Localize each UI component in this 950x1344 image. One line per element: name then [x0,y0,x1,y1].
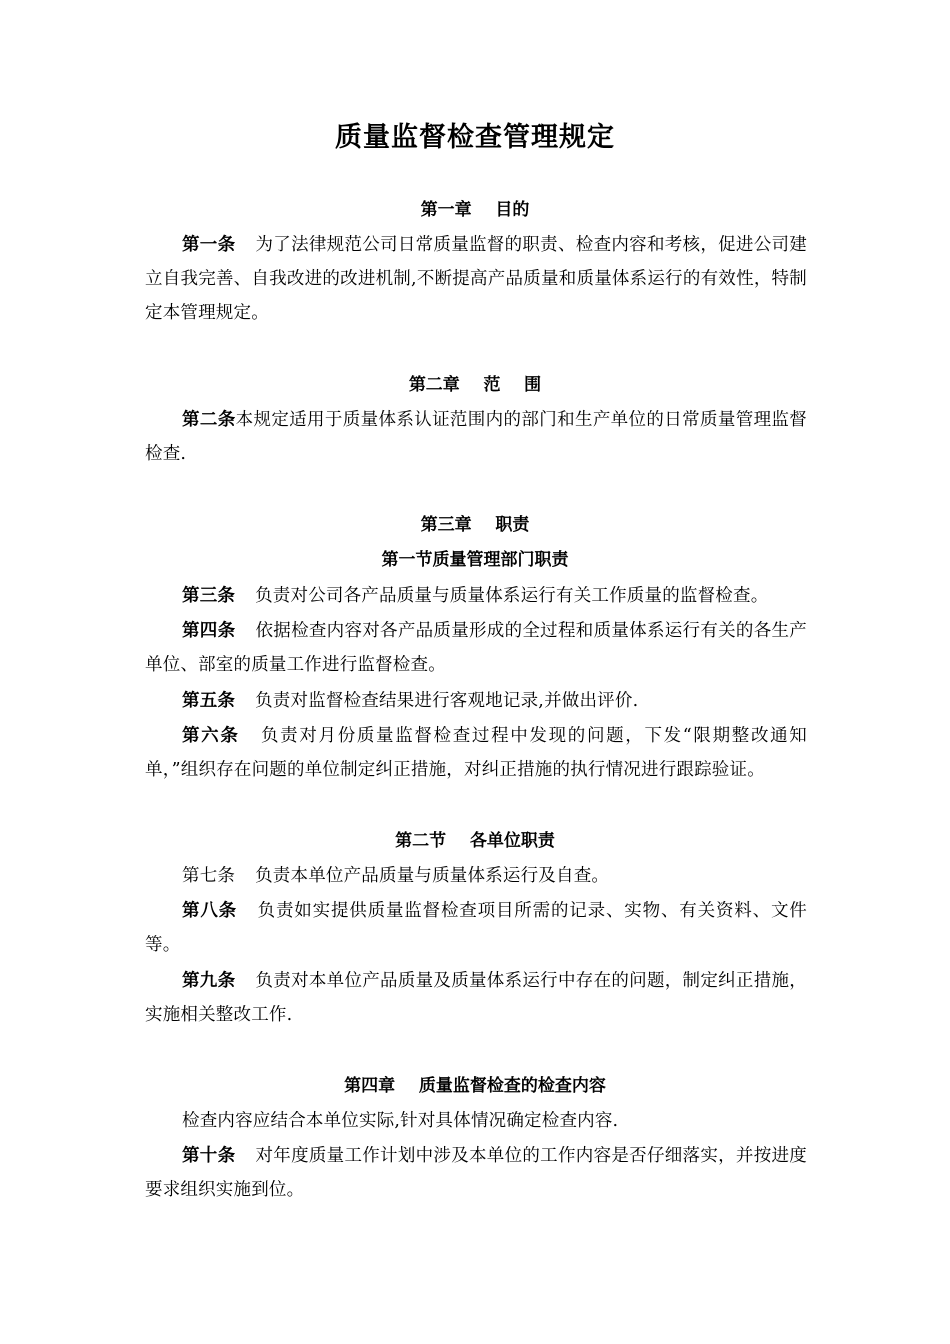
article-4 [145,614,807,682]
article-3-text: 负责对公司各产品质量与质量体系运行有关工作质量的监督检查。 [255,586,769,606]
article-7-label: 第七条 [182,866,236,886]
article-5-text: 负责对监督检查结果进行客观地记录,并做出评价. [255,691,639,711]
article-5 [145,684,807,718]
article-10 [145,1139,807,1207]
article-4-text: 依据检查内容对各产品质量形成的全过程和质量体系运行有关的各生产单位、部室的质量工作进行监督检查。 [145,621,807,675]
article-2 [145,403,807,471]
chapter-4-intro: 检查内容应结合本单位实际,针对具体情况确定检查内容. [182,1111,619,1131]
article-7 [145,859,807,893]
article-8-text: 负责如实提供质量监督检查项目所需的记录、实物、有关资料、文件等。 [145,901,807,955]
article-9-label: 第九条 [182,971,236,991]
article-1-label: 第一条 [182,235,236,255]
article-9 [145,964,807,1032]
article-2-label: 第二条 [182,410,236,430]
article-3 [145,579,807,613]
section-2-heading: 第二节 各单位职责 [395,831,555,851]
chapter-1-heading: 第一章 目的 [420,200,530,220]
article-6 [145,719,807,787]
article-2-text: 本规定适用于质量体系认证范围内的部门和生产单位的日常质量管理监督检查. [145,410,807,464]
article-10-label: 第十条 [182,1146,236,1166]
article-4-label: 第四条 [182,621,236,641]
article-7-text: 负责本单位产品质量与质量体系运行及自查。 [255,866,610,886]
document-title: 质量监督检查管理规定 [335,122,615,153]
article-1 [145,228,807,330]
article-10-text: 对年度质量工作计划中涉及本单位的工作内容是否仔细落实，并按进度要求组织实施到位。 [145,1146,807,1200]
article-8-label: 第八条 [182,901,237,921]
section-1-heading: 第一节质量管理部门职责 [381,550,569,570]
article-6-label: 第六条 [182,726,240,746]
article-9-text: 负责对本单位产品质量及质量体系运行中存在的问题，制定纠正措施，实施相关整改工作. [145,971,807,1025]
chapter-4-heading: 第四章 质量监督检查的检查内容 [344,1076,606,1096]
chapter-3-heading: 第三章 职责 [420,515,530,535]
chapter-2-heading: 第二章 范 围 [408,375,542,395]
article-8 [145,894,807,962]
article-5-label: 第五条 [182,691,236,711]
article-6-text: 负责对月份质量监督检查过程中发现的问题，下发“限期整改通知单，”组织存在问题的单位制定纠正措施，对纠正措施的执行情况进行跟踪验证。 [145,726,807,780]
article-3-label: 第三条 [182,586,236,606]
article-1-text: 为了法律规范公司日常质量监督的职责、检查内容和考核，促进公司建立自我完善、自我改进的改进机制,不断提高产品质量和质量体系运行的有效性，特制定本管理规定。 [145,235,807,323]
